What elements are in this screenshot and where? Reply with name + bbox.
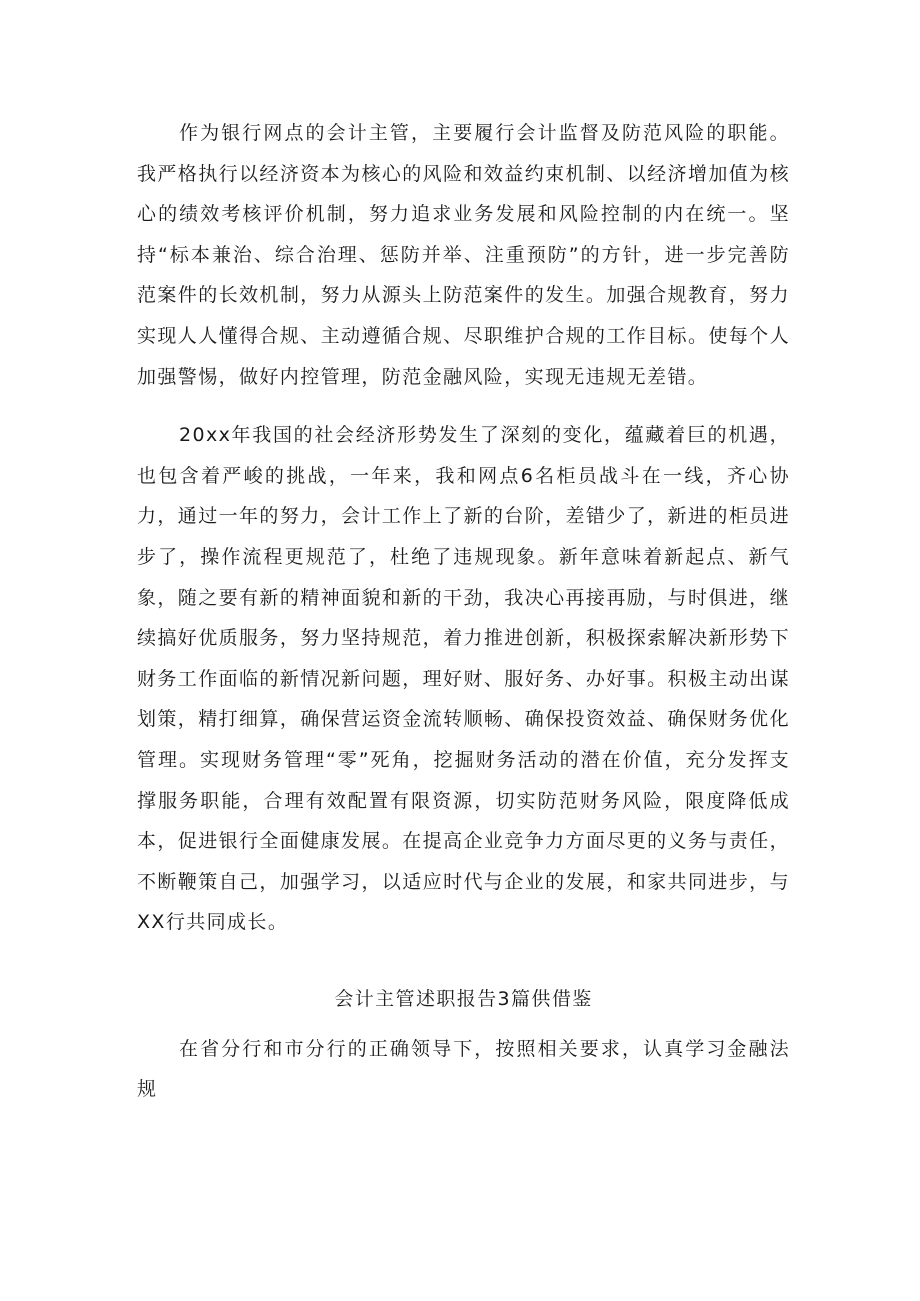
document-body — [137, 113, 790, 1110]
paragraph-year-review: 20xx年我国的社会经济形势发生了深刻的变化，蕴藏着巨的机遇，也包含着严峻的挑战，一年来，我和网点6名柜员战斗在一线，齐心协力，通过一年的努力，会计工作上了新的台阶，差错少了，新进的柜员进步了，操作流程更规范了，杜绝了违规现象。新年意味着新起点、新气象，随之要有新的精神面貌和新的干劲，我决心再接再励，与时俱进，继续搞好优质服务，努力坚持规范，着力推进创新，积极探索解决新形势下财务工作面临的新情况新问题，理好财、服好务、办好事。积极主动出谋划策，精打细算，确保营运资金流转顺畅、确保投资效益、确保财务优化管理。实现财务管理“零”死角，挖掘财务活动的潜在价值，充分发挥支撑服务职能，合理有效配置有限资源，切实防范财务风险，限度降低成本，促进银行全面健康发展。在提高企业竞争力方面尽更的义务与责任，不断鞭策自己，加强学习，以适应时代与企业的发展，和家共同进步，与XX行共同成长。 — [137, 424, 790, 934]
section-title: 会计主管述职报告3篇供借鉴 — [334, 987, 593, 1010]
paragraph-section-intro: 在省分行和市分行的正确领导下，按照相关要求，认真学习金融法规 — [137, 1037, 790, 1101]
paragraph-accounting-supervision: 作为银行网点的会计主管，主要履行会计监督及防范风险的职能。我严格执行以经济资本为核心的风险和效益约束机制、以经济增加值为核心的绩效考核评价机制，努力追求业务发展和风险控制的内在统一。坚持“标本兼治、综合治理、惩防并举、注重预防”的方针，进一步完善防范案件的长效机制，努力从源头上防范案件的发生。加强合规教育，努力实现人人懂得合规、主动遵循合规、尽职维护合规的工作目标。使每个人加强警惕，做好内控管理，防范金融风险，实现无违规无差错。 — [137, 122, 790, 388]
